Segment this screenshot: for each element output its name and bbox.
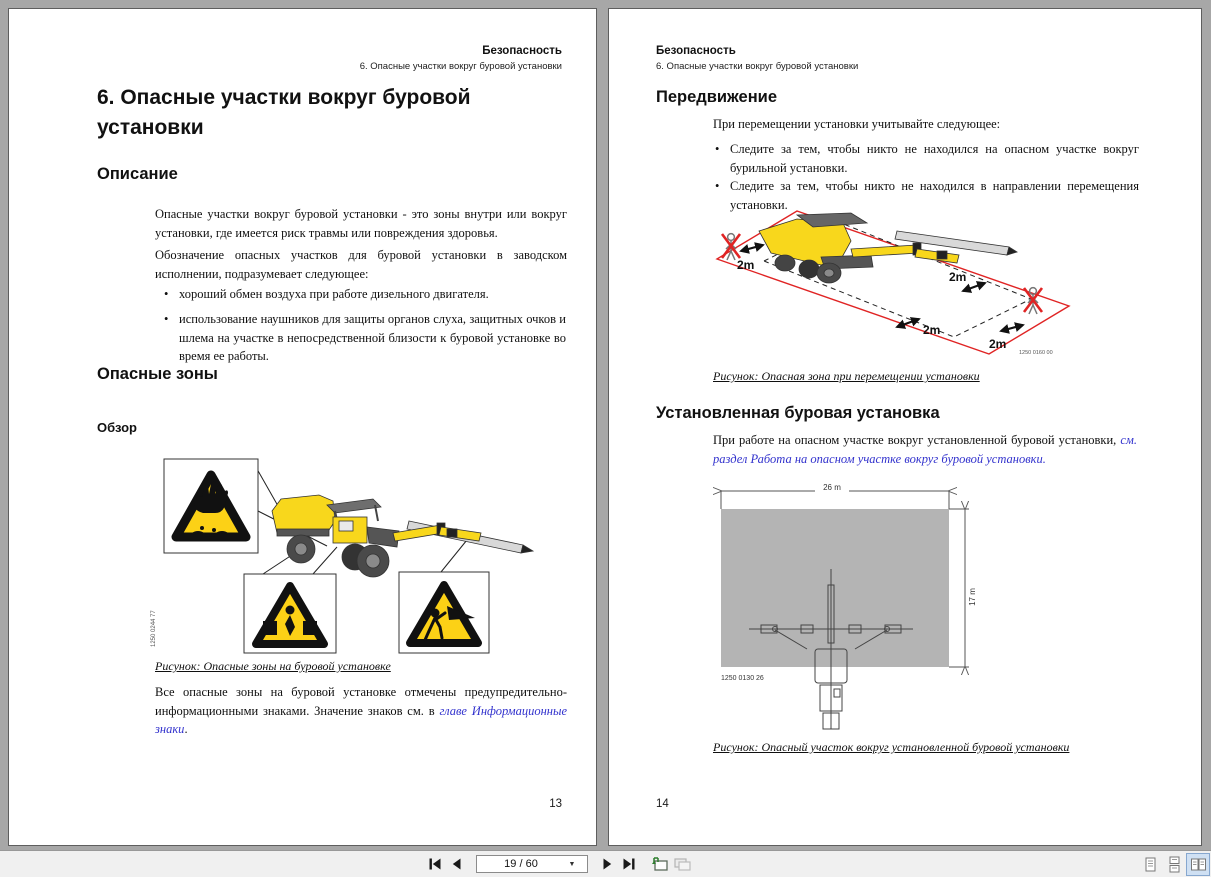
paragraph-text: Все опасные зоны на буровой установке отмечены предупредительно-информационными знаками. Значение знаков см. в <box>155 685 567 718</box>
previous-view-icon <box>650 856 669 873</box>
figure-id-label: 1250 0130 26 <box>721 675 764 682</box>
burn-hazard-sign <box>164 459 258 553</box>
continuous-view-button[interactable] <box>1162 853 1186 876</box>
figure-installed-rig-danger-area <box>709 477 984 739</box>
bullet-icon: • <box>715 142 720 156</box>
paragraph-text: . <box>184 722 188 736</box>
figure-tramming-danger-zone <box>701 201 1086 363</box>
first-page-icon <box>428 857 442 871</box>
paragraph-text: При работе на опасном участке вокруг установленной буровой установки, <box>713 433 1121 447</box>
distance-label: 2m <box>923 323 941 337</box>
header-chapter-title: 6. Опасные участки вокруг буровой установки <box>656 61 859 72</box>
page-number-input[interactable] <box>477 857 565 871</box>
list-item-text: Следите за тем, чтобы никто не находился в направлении перемещения установки. <box>730 179 1139 212</box>
continuous-view-icon <box>1166 856 1183 873</box>
link-information-signs[interactable]: главе Информационные знаки <box>155 703 568 736</box>
page-number-combobox <box>476 855 588 873</box>
last-page-icon <box>622 857 636 871</box>
crush-hazard-sign <box>244 574 336 653</box>
previous-view-button[interactable] <box>648 853 670 875</box>
next-page-icon <box>600 857 614 871</box>
viewer-toolbar <box>0 850 1211 877</box>
figure-id-label: 1250 0160 00 <box>1019 350 1053 356</box>
first-page-button[interactable] <box>424 853 446 875</box>
subsection-heading-overview: Обзор <box>97 420 137 435</box>
header-section-title: Безопасность <box>656 45 736 57</box>
struck-by-hazard-sign <box>399 572 489 653</box>
page-navigation <box>424 851 692 877</box>
link-working-in-danger-area[interactable]: см. раздел Работа на опасном участке вокруг буровой установки. <box>713 433 1137 466</box>
figure-caption: Рисунок: Опасные зоны на буровой установке <box>155 659 391 673</box>
width-dimension-label: 26 m <box>823 483 841 492</box>
list-item-text: использование наушников для защиты органов слуха, защитных очков и шлема на участке в непосредственной близости к буровой установке во время ее работы. <box>179 312 566 363</box>
page-layout-controls <box>1138 853 1210 876</box>
figure-caption: Рисунок: Опасный участок вокруг установленной буровой установки <box>713 740 1070 754</box>
width-dimension <box>721 491 949 509</box>
next-page-button[interactable] <box>596 853 618 875</box>
section-heading-description: Описание <box>97 165 178 183</box>
section-heading-moving: Передвижение <box>656 88 777 106</box>
list-item <box>715 140 1139 177</box>
paragraph: При перемещении установки учитывайте следующее: <box>713 117 1001 131</box>
paragraph <box>155 683 567 739</box>
bullet-icon: • <box>164 312 169 326</box>
list-item <box>164 285 566 304</box>
previous-page-button[interactable] <box>446 853 468 875</box>
distance-label: 2m <box>989 337 1007 351</box>
manual-page-14 <box>608 8 1202 846</box>
chapter-title: 6. Опасные участки вокруг буровой установки <box>97 86 471 139</box>
list-item-text: Следите за тем, чтобы никто не находился на опасном участке вокруг бурильной установки. <box>730 142 1139 175</box>
page-dropdown-arrow-icon[interactable]: ▼ <box>568 860 576 868</box>
header-section-title: Безопасность <box>482 45 562 57</box>
header-chapter-title: 6. Опасные участки вокруг буровой установки <box>359 61 562 72</box>
height-dimension <box>949 509 969 667</box>
paragraph: Опасные участки вокруг буровой установки - это зоны внутри или вокруг установки, где имеется риск травмы или повреждения здоровья. <box>155 207 567 240</box>
figure-id-label: 1250 0244 77 <box>151 610 157 647</box>
danger-area-rectangle <box>721 509 949 667</box>
last-page-button[interactable] <box>618 853 640 875</box>
section-heading-installed-rig: Установленная буровая установка <box>656 404 940 422</box>
single-page-view-icon <box>1142 856 1159 873</box>
facing-pages-view-icon <box>1190 856 1207 873</box>
red-x-icon <box>1024 288 1042 312</box>
page-number: 14 <box>656 798 669 810</box>
figure-caption: Рисунок: Опасная зона при перемещении установки <box>713 369 980 383</box>
drilling-rig-side-view <box>272 495 533 577</box>
distance-label: 2m <box>949 270 967 284</box>
page-header <box>656 45 858 73</box>
next-view-icon <box>672 856 691 873</box>
facing-pages-view-button[interactable] <box>1186 853 1210 876</box>
figure-danger-zones-illustration <box>141 449 561 654</box>
section-heading-danger-zones: Опасные зоны <box>97 365 218 383</box>
distance-label: 2m <box>737 258 755 272</box>
manual-page-13 <box>8 8 597 846</box>
previous-page-icon <box>450 857 464 871</box>
single-page-view-button[interactable] <box>1138 853 1162 876</box>
drilling-rig-perspective <box>759 213 1017 283</box>
height-dimension-label: 17 m <box>968 588 977 606</box>
list-item <box>164 310 566 366</box>
list-item-text: хороший обмен воздуха при работе дизельного двигателя. <box>179 287 489 301</box>
page-number: 13 <box>549 798 562 810</box>
bullet-icon: • <box>715 179 720 193</box>
next-view-button[interactable] <box>670 853 692 875</box>
person-icon <box>1024 288 1042 314</box>
paragraph: Обозначение опасных участков для буровой установки в заводском исполнении, подразумевает следующее: <box>155 248 567 281</box>
red-x-icon <box>722 234 740 258</box>
paragraph <box>713 431 1137 468</box>
bullet-icon: • <box>164 287 169 301</box>
page-header <box>360 45 562 73</box>
